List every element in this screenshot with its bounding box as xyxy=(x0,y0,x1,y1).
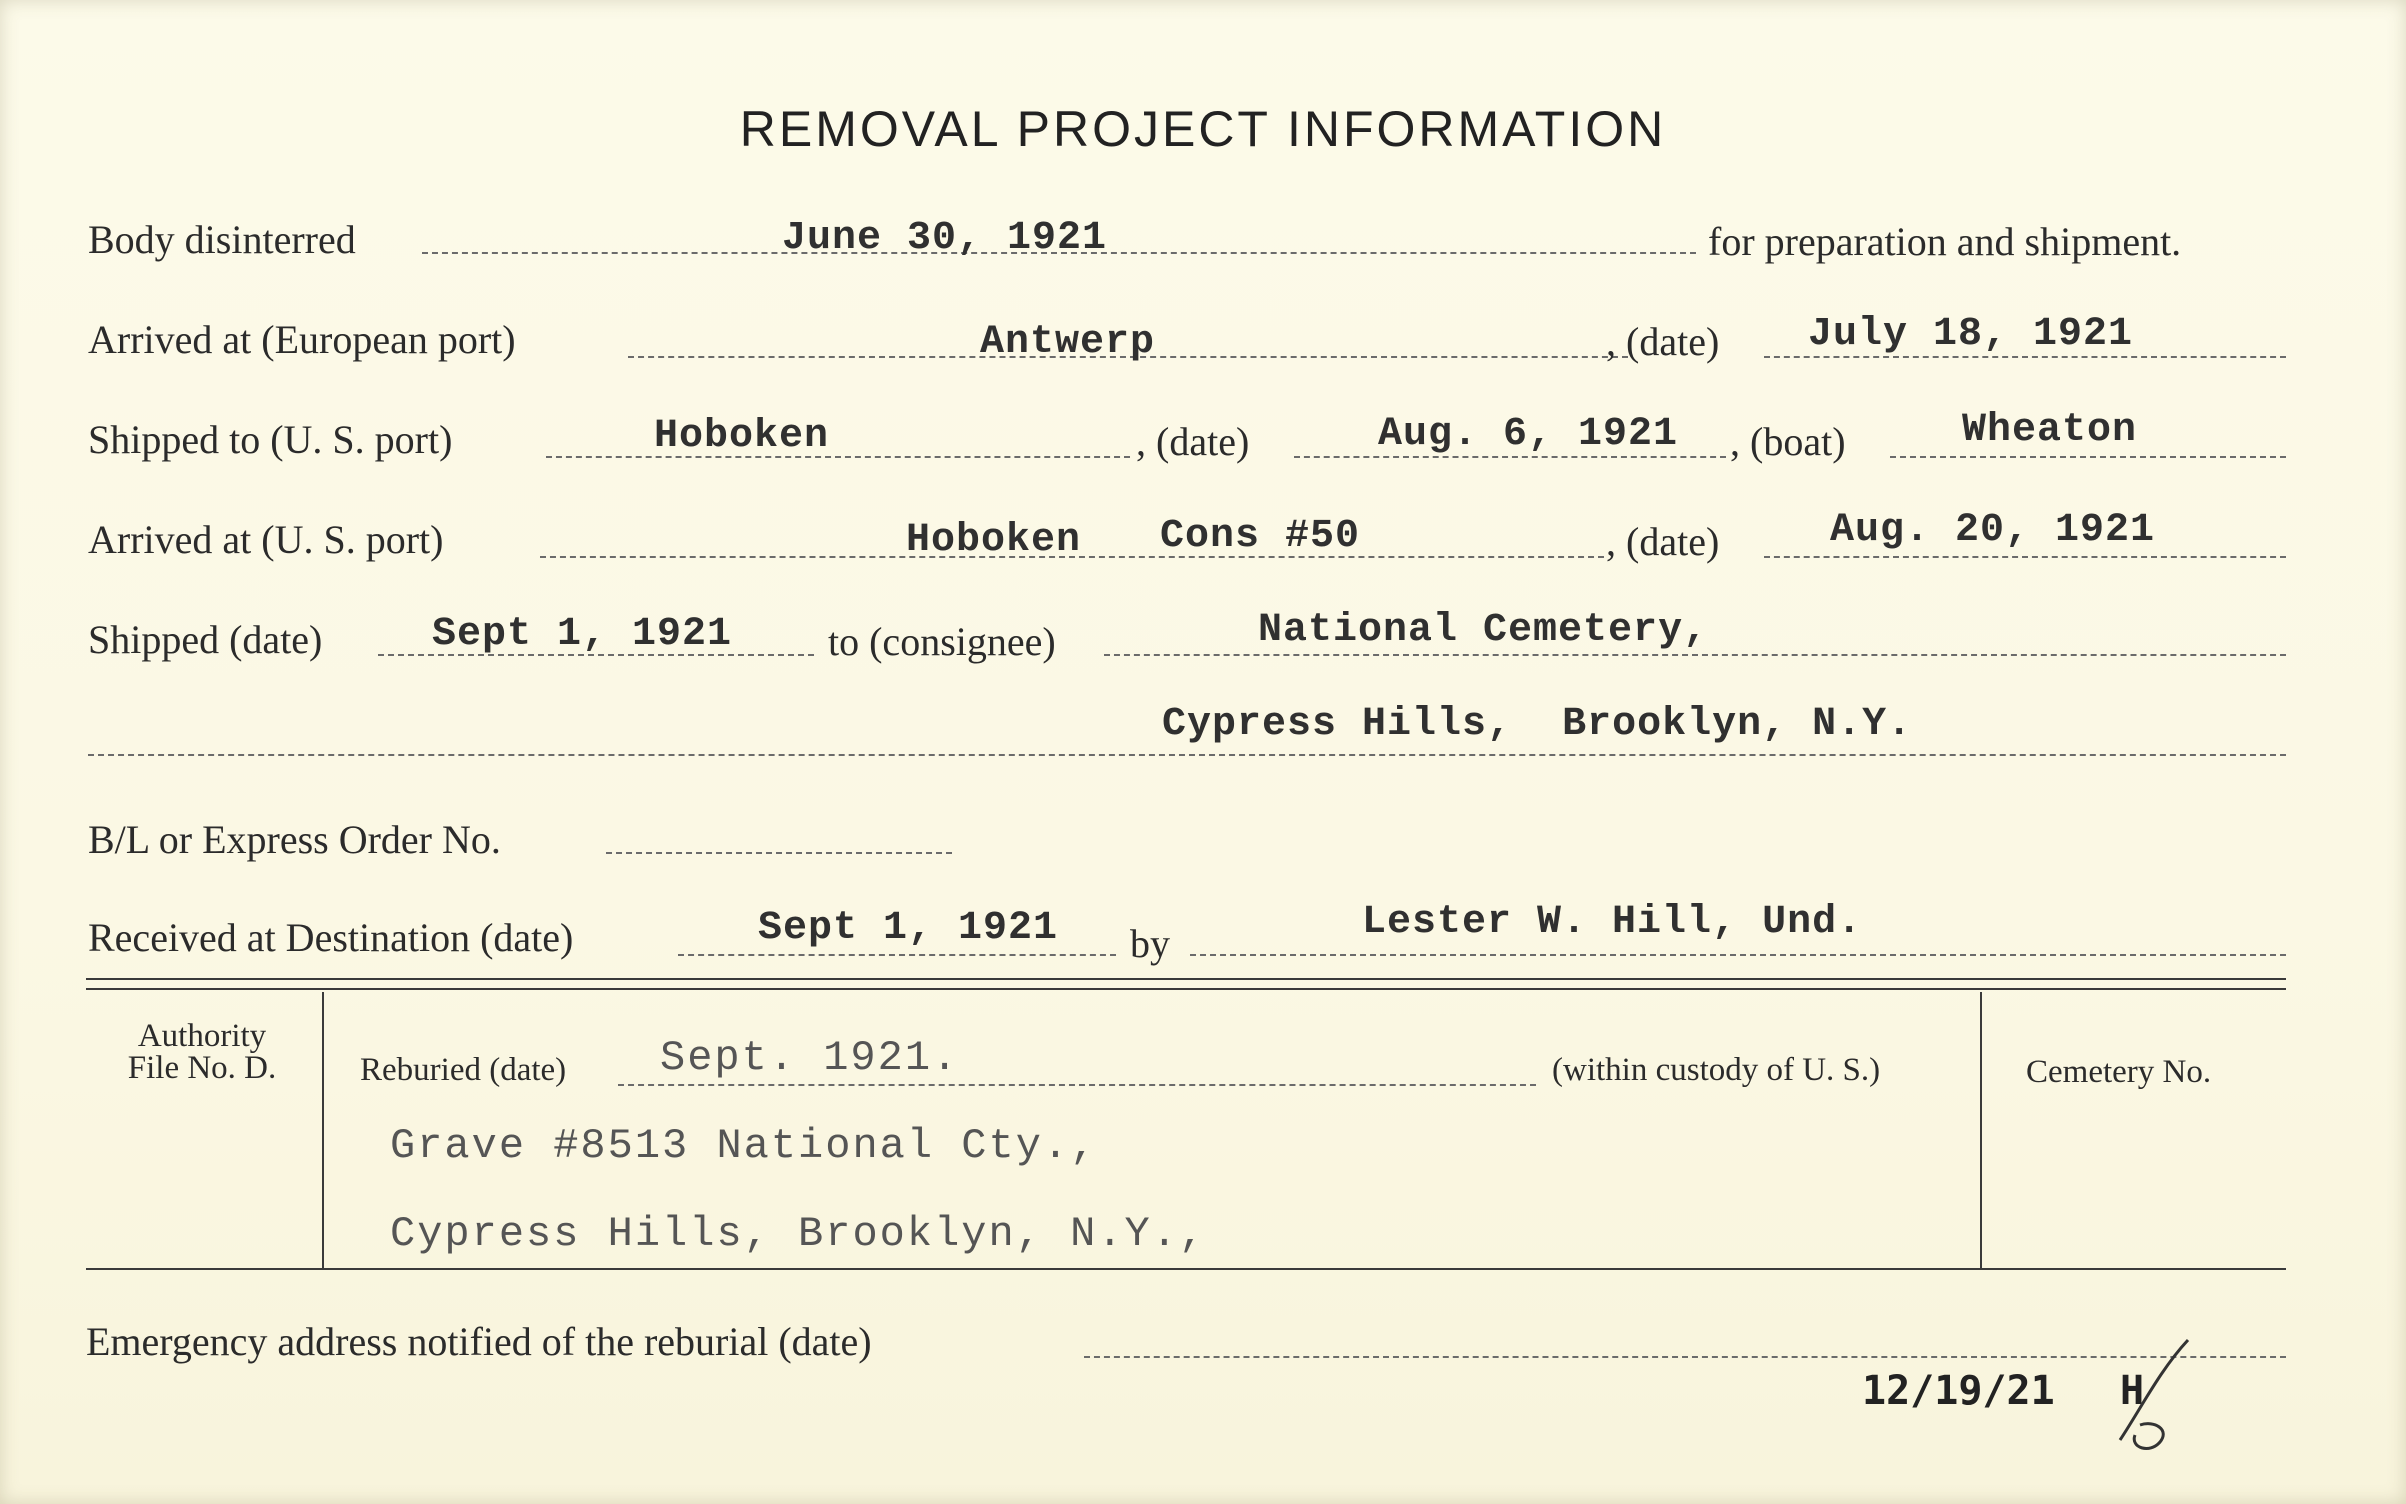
shipped-us-date-value: Aug. 6, 1921 xyxy=(1378,412,1679,457)
arrived-europe-date-label: , (date) xyxy=(1606,319,1720,364)
arrived-europe-value: Antwerp xyxy=(980,320,1156,365)
double-rule-bottom xyxy=(86,988,2286,990)
authority-label-line1: Authority xyxy=(137,1018,267,1054)
custody-label: (within custody of U. S.) xyxy=(1552,1052,1881,1088)
shipped-us-line xyxy=(546,456,1130,458)
shipped-label: Shipped (date) xyxy=(88,617,323,662)
emergency-initials: H xyxy=(2120,1368,2145,1414)
shipped-us-label: Shipped to (U. S. port) xyxy=(88,417,453,462)
authority-label-line2: File No. D. xyxy=(127,1050,277,1086)
shipped-date-value: Sept 1, 1921 xyxy=(432,612,733,657)
shipped-us-value: Hoboken xyxy=(654,414,830,459)
received-by-value: Lester W. Hill, Und. xyxy=(1362,900,1863,945)
consignee-value-2: Cypress Hills, Brooklyn, N.Y. xyxy=(1162,702,1913,747)
table-divider-right xyxy=(1980,992,1982,1268)
consignee-line-1 xyxy=(1104,654,2286,656)
shipped-us-date-label: , (date) xyxy=(1136,419,1250,464)
grave-line-2: Cypress Hills, Brooklyn, N.Y., xyxy=(390,1210,1207,1258)
disinterred-suffix: for preparation and shipment. xyxy=(1708,219,2182,264)
emergency-line xyxy=(1084,1356,2286,1358)
reburied-line xyxy=(618,1084,1536,1086)
double-rule-top xyxy=(86,978,2286,980)
received-label: Received at Destination (date) xyxy=(88,915,574,960)
shipped-us-boat-line xyxy=(1890,456,2286,458)
received-date-value: Sept 1, 1921 xyxy=(758,906,1059,951)
arrived-us-label: Arrived at (U. S. port) xyxy=(88,517,444,562)
disinterred-value: June 30, 1921 xyxy=(782,216,1108,261)
arrived-us-date-label: , (date) xyxy=(1606,519,1720,564)
bl-label: B/L or Express Order No. xyxy=(88,817,501,862)
arrived-europe-date-value: July 18, 1921 xyxy=(1808,312,2134,357)
consignee-label: to (consignee) xyxy=(828,619,1056,664)
reburied-value: Sept. 1921. xyxy=(660,1034,960,1082)
emergency-label: Emergency address notified of the reburial (date) xyxy=(86,1319,872,1364)
arrived-us-date-value: Aug. 20, 1921 xyxy=(1830,508,2156,553)
bl-line xyxy=(606,852,952,854)
table-divider-left xyxy=(322,992,324,1268)
cemetery-no-label: Cemetery No. xyxy=(2026,1054,2212,1090)
received-by-label: by xyxy=(1130,921,1170,966)
shipped-us-boat-label: , (boat) xyxy=(1730,419,1846,464)
disinterred-label: Body disinterred xyxy=(88,217,356,262)
received-date-line xyxy=(678,954,1116,956)
table-bottom-rule xyxy=(86,1268,2286,1270)
reburied-label: Reburied (date) xyxy=(360,1052,567,1088)
arrived-europe-label: Arrived at (European port) xyxy=(88,317,516,362)
shipped-us-boat-value: Wheaton xyxy=(1962,408,2138,453)
grave-line-1: Grave #8513 National Cty., xyxy=(390,1122,1098,1170)
consignee-value-1: National Cemetery, xyxy=(1258,608,1709,653)
consignee-line-2 xyxy=(88,754,2286,756)
arrived-us-value: Hoboken xyxy=(906,518,1082,563)
arrived-us-consignment: Cons #50 xyxy=(1160,514,1361,559)
received-by-line xyxy=(1190,954,2286,956)
handwritten-mark-icon xyxy=(2110,1330,2200,1460)
authority-label xyxy=(92,1020,312,1084)
arrived-us-date-line xyxy=(1764,556,2286,558)
emergency-date-value: 12/19/21 xyxy=(1862,1368,2055,1414)
card-title: REMOVAL PROJECT INFORMATION xyxy=(739,101,1667,157)
